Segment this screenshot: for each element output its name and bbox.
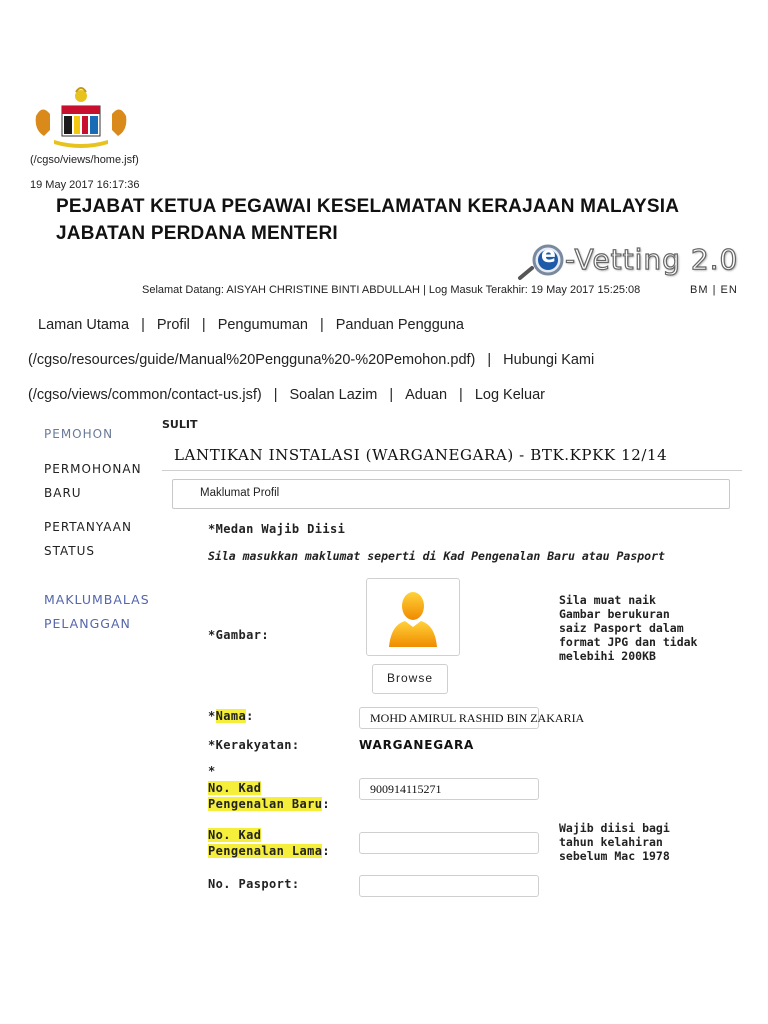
kp-baru-input[interactable]: 900914115271	[359, 778, 539, 800]
main-nav-row1	[38, 317, 464, 333]
sidebar-heading: PEMOHON	[44, 427, 114, 441]
sidebar-item-label: MAKLUMBALAS	[44, 592, 150, 607]
e-vetting-logo	[516, 242, 740, 284]
logo-text: -Vetting 2.0	[565, 243, 739, 276]
nav-separator: |	[273, 387, 278, 403]
nav-soalan-lazim[interactable]: Soalan Lazim	[289, 387, 378, 403]
lang-bm-link[interactable]: BM	[690, 284, 709, 296]
user-avatar-icon	[367, 579, 459, 655]
nav-separator: |	[487, 352, 492, 368]
nav-separator: |	[459, 387, 463, 403]
main-nav-row3	[28, 387, 545, 403]
required-fields-note: *Medan Wajib Diisi	[208, 522, 346, 536]
gambar-label: *Gambar:	[208, 628, 269, 642]
sidebar-item-maklumbalas[interactable]	[44, 588, 150, 636]
language-switcher	[690, 284, 738, 296]
kp-lama-label	[208, 827, 330, 859]
nav-panduan-pengguna[interactable]: Panduan Pengguna	[335, 317, 464, 333]
welcome-text: Selamat Datang: AISYAH CHRISTINE BINTI ABDULLAH | Log Masuk Terakhir: 19 May 2017 15:25:08	[142, 284, 641, 296]
nav-separator: |	[141, 317, 145, 333]
kp-lama-label-line2: Pengenalan Lama	[208, 844, 323, 858]
home-link[interactable]: (/cgso/views/home.jsf)	[30, 154, 139, 166]
nama-label-text: Nama	[215, 709, 247, 723]
nav-profil[interactable]: Profil	[156, 317, 190, 333]
kp-baru-asterisk: *	[208, 764, 216, 778]
kp-baru-label-line1: No. Kad	[208, 781, 262, 795]
page-title-line1: PEJABAT KETUA PEGAWAI KESELAMATAN KERAJAAN MALAYSIA	[56, 196, 680, 217]
required-asterisk: *	[208, 709, 216, 723]
lang-en-link[interactable]: EN	[720, 284, 738, 296]
kerakyatan-label: *Kerakyatan:	[208, 738, 300, 752]
nama-input[interactable]: MOHD AMIRUL RASHID BIN ZAKARIA	[359, 707, 539, 729]
page-title-line2: JABATAN PERDANA MENTERI	[56, 223, 338, 244]
pasport-input[interactable]	[359, 875, 539, 897]
kp-baru-label	[208, 780, 330, 812]
sidebar-item-label: PERTANYAAN	[44, 520, 132, 534]
kp-lama-input[interactable]	[359, 832, 539, 854]
current-datetime: 19 May 2017 16:17:36	[30, 179, 140, 191]
photo-upload-note: Sila muat naik Gambar berukuran saiz Pasport dalam format JPG dan tidak melebihi 200KB	[559, 593, 698, 663]
label-colon: :	[322, 797, 330, 811]
divider	[162, 470, 742, 471]
nama-label	[208, 709, 254, 723]
nav-log-keluar[interactable]: Log Keluar	[474, 387, 545, 403]
sidebar-item-label: BARU	[44, 486, 82, 500]
nav-separator: |	[389, 387, 394, 403]
kp-lama-label-line1: No. Kad	[208, 828, 262, 842]
nav-separator: |	[201, 317, 206, 333]
browse-button[interactable]: Browse	[372, 664, 448, 694]
sidebar-item-label: PELANGGAN	[44, 616, 131, 631]
sidebar-item-label: PERMOHONAN	[44, 462, 142, 476]
nav-separator: |	[319, 317, 324, 333]
classification-label: SULIT	[162, 418, 198, 431]
nav-laman-utama[interactable]: Laman Utama	[38, 317, 130, 333]
kp-baru-label-line2: Pengenalan Baru	[208, 797, 323, 811]
form-hint: Sila masukkan maklumat seperti di Kad Pengenalan Baru atau Pasport	[208, 549, 665, 563]
photo-preview	[366, 578, 460, 656]
nav-hubungi-url[interactable]: (/cgso/views/common/contact-us.jsf)	[28, 387, 262, 403]
nav-hubungi-kami[interactable]: Hubungi Kami	[503, 352, 595, 368]
nav-panduan-url[interactable]: (/cgso/resources/guide/Manual%20Pengguna%20-%20Pemohon.pdf)	[28, 352, 476, 368]
sidebar-item-label: STATUS	[44, 544, 96, 558]
form-title: LANTIKAN INSTALASI (WARGANEGARA) - BTK.KPKK 12/14	[174, 446, 668, 464]
kp-lama-note: Wajib diisi bagi tahun kelahiran sebelum Mac 1978	[559, 821, 670, 863]
nav-pengumuman[interactable]: Pengumuman	[217, 317, 308, 333]
label-colon: :	[246, 709, 254, 723]
kerakyatan-value: WARGANEGARA	[359, 738, 475, 752]
panel-title: Maklumat Profil	[200, 487, 280, 499]
nav-aduan[interactable]: Aduan	[405, 387, 448, 403]
main-nav-row2	[28, 352, 594, 368]
lang-separator: |	[712, 284, 717, 296]
government-crest-icon	[28, 86, 134, 152]
label-colon: :	[322, 844, 330, 858]
sidebar-item-permohonan-baru[interactable]	[44, 457, 142, 505]
panel-header	[172, 479, 730, 509]
sidebar-item-pertanyaan-status[interactable]	[44, 515, 132, 563]
pasport-label: No. Pasport:	[208, 877, 300, 891]
logo-letter-e: e	[541, 243, 556, 268]
